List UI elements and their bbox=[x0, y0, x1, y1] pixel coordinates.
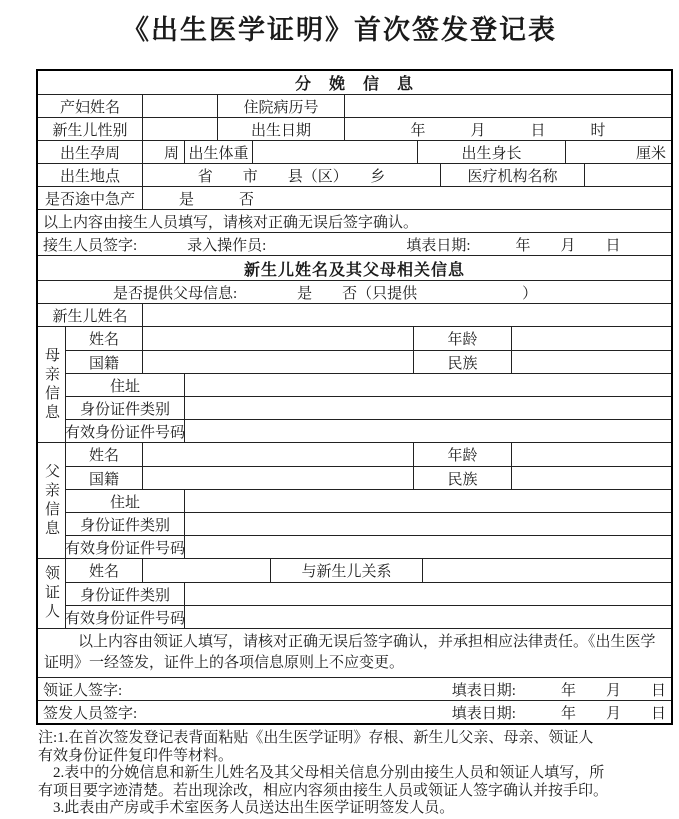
recipient-id-type-row bbox=[65, 582, 671, 605]
emergency-delivery-label: 是否途中急产 bbox=[44, 191, 135, 208]
recipient-statement-row bbox=[38, 628, 671, 677]
mother-vertical-header: 母亲信息 bbox=[43, 346, 59, 423]
mother-id-type-row bbox=[65, 396, 671, 419]
mother-address-row bbox=[65, 373, 671, 396]
birth-weight-value bbox=[252, 141, 417, 163]
page-title: 《出生医学证明》首次签发登记表 bbox=[122, 15, 557, 45]
newborn-sex-value bbox=[142, 118, 217, 140]
hospital-record-value bbox=[344, 95, 671, 117]
footnote-line: 注:1.在首次签发登记表背面粘贴《出生医学证明》存根、新生儿父亲、母亲、领证人 bbox=[38, 730, 594, 746]
recipient-statement: 以上内容由领证人填写，请核对正确无误后签字确认，并承担相应法律责任。《出生医学证明》一经签发，证件上的各项信息原则上不应变更。 bbox=[44, 634, 656, 671]
recipient-name-row bbox=[65, 559, 671, 582]
emergency-delivery-row bbox=[38, 186, 671, 209]
issuer-fill-date-units: 年 月 日 bbox=[560, 705, 666, 722]
recipient-name-value bbox=[142, 559, 270, 582]
father-nationality-value bbox=[142, 467, 413, 489]
mother-id-type-value bbox=[184, 397, 671, 419]
father-ethnicity-label: 民族 bbox=[413, 467, 511, 489]
recipient-relation-value bbox=[422, 559, 671, 582]
father-name-value bbox=[142, 443, 413, 466]
issuer-signature-row bbox=[38, 700, 671, 723]
mother-info-block bbox=[38, 326, 671, 442]
delivery-section-header: 分 娩 信 息 bbox=[294, 76, 414, 93]
mother-ethnicity-value bbox=[511, 351, 671, 373]
registration-form-table bbox=[36, 69, 673, 725]
father-nationality-label: 国籍 bbox=[65, 467, 142, 489]
hospital-record-label: 住院病历号 bbox=[217, 95, 344, 117]
entry-operator-label: 录入操作员: bbox=[187, 237, 267, 254]
fill-date-label: 填表日期: bbox=[406, 237, 471, 254]
institution-label: 医疗机构名称 bbox=[440, 164, 584, 186]
mother-age-label: 年龄 bbox=[413, 327, 511, 350]
maternal-name-label: 产妇姓名 bbox=[59, 99, 120, 116]
father-name-label: 姓名 bbox=[65, 443, 142, 466]
recipient-id-type-value bbox=[184, 583, 671, 605]
mother-id-number-value bbox=[184, 420, 671, 442]
mother-name-label: 姓名 bbox=[65, 327, 142, 350]
recipient-id-number-value bbox=[184, 606, 671, 628]
father-age-label: 年龄 bbox=[413, 443, 511, 466]
father-name-row bbox=[65, 443, 671, 466]
maternal-name-row bbox=[38, 94, 671, 117]
birth-date-label: 出生日期 bbox=[217, 118, 344, 140]
birth-measurements-row bbox=[38, 140, 671, 163]
recipient-info-block bbox=[38, 558, 671, 628]
recipient-fill-date-label: 填表日期: bbox=[451, 682, 516, 699]
father-age-value bbox=[511, 443, 671, 466]
father-info-block bbox=[38, 442, 671, 558]
mother-id-number-label: 有效身份证件号码 bbox=[65, 420, 184, 442]
maternal-name-value bbox=[142, 95, 217, 117]
issuer-signature-line bbox=[38, 701, 671, 723]
mother-address-value bbox=[184, 374, 671, 396]
midwife-signature-label: 接生人员签字: bbox=[43, 237, 138, 254]
recipient-name-label: 姓名 bbox=[65, 559, 142, 582]
father-id-number-row bbox=[65, 535, 671, 558]
newborn-name-label: 新生儿姓名 bbox=[52, 308, 128, 325]
father-address-value bbox=[184, 490, 671, 512]
issuer-signature-label: 签发人员签字: bbox=[43, 705, 138, 722]
father-id-type-value bbox=[184, 513, 671, 535]
recipient-relation-label: 与新生儿关系 bbox=[270, 559, 422, 582]
mother-nationality-label: 国籍 bbox=[65, 351, 142, 373]
recipient-signature-label: 领证人签字: bbox=[43, 682, 123, 699]
mother-id-type-label: 身份证件类别 bbox=[65, 397, 184, 419]
father-address-label: 住址 bbox=[65, 490, 184, 512]
birth-place-label: 出生地点 bbox=[59, 168, 120, 185]
recipient-signature-row bbox=[38, 677, 671, 700]
father-nationality-row bbox=[65, 466, 671, 489]
newborn-sex-row bbox=[38, 117, 671, 140]
birth-place-row bbox=[38, 163, 671, 186]
birth-place-units: 省 市 县（区） 乡 bbox=[142, 164, 440, 186]
midwife-signature-line bbox=[38, 233, 671, 255]
recipient-vertical-header: 领证人 bbox=[43, 565, 59, 622]
newborn-name-row bbox=[38, 303, 671, 326]
midwife-signature-row bbox=[38, 232, 671, 255]
footnote-line: 2.表中的分娩信息和新生儿姓名及其父母相关信息分别由接生人员和领证人填写，所 bbox=[38, 765, 605, 781]
delivery-section-header-row bbox=[38, 71, 671, 94]
mother-name-row bbox=[65, 327, 671, 350]
mother-nationality-row bbox=[65, 350, 671, 373]
father-id-number-label: 有效身份证件号码 bbox=[65, 536, 184, 558]
newborn-sex-label: 新生儿性别 bbox=[52, 122, 128, 139]
father-vertical-header: 父亲信息 bbox=[43, 462, 59, 539]
newborn-name-value bbox=[142, 304, 671, 326]
birth-date-units: 年 月 日 时 bbox=[344, 118, 671, 140]
newborn-info-header: 新生儿姓名及其父母相关信息 bbox=[243, 261, 465, 279]
footnote-line: 有效身份证件复印件等材料。 bbox=[38, 747, 234, 764]
father-id-type-row bbox=[65, 512, 671, 535]
delivery-confirm-note-row bbox=[38, 209, 671, 232]
recipient-id-number-label: 有效身份证件号码 bbox=[65, 606, 184, 628]
mother-ethnicity-label: 民族 bbox=[413, 351, 511, 373]
provide-parents-line: 是否提供父母信息: 是 否（只提供 ） bbox=[113, 285, 538, 302]
footnotes bbox=[38, 730, 678, 818]
father-ethnicity-value bbox=[511, 467, 671, 489]
mother-id-number-row bbox=[65, 419, 671, 442]
fill-date-units: 年 月 日 bbox=[515, 237, 621, 254]
delivery-confirm-note: 以上内容由接生人员填写，请核对正确无误后签字确认。 bbox=[43, 214, 419, 231]
recipient-fill-date bbox=[452, 679, 666, 700]
mother-name-value bbox=[142, 327, 413, 350]
recipient-fill-date-units: 年 月 日 bbox=[560, 682, 666, 699]
emergency-delivery-options: 是 否 bbox=[142, 187, 671, 209]
father-id-type-label: 身份证件类别 bbox=[65, 513, 184, 535]
recipient-signature-line bbox=[38, 678, 671, 700]
father-address-row bbox=[65, 489, 671, 512]
provide-parents-row bbox=[38, 280, 671, 303]
recipient-id-type-label: 身份证件类别 bbox=[65, 583, 184, 605]
footnote-line: 有项目要字迹清楚。若出现涂改，相应内容须由接生人员或领证人签字确认并按手印。 bbox=[38, 782, 609, 799]
footnote-line: 3.此表由产房或手术室医务人员送达出生医学证明签发人员。 bbox=[38, 800, 455, 816]
mother-age-value bbox=[511, 327, 671, 350]
week-unit: 周 bbox=[142, 141, 184, 163]
cm-unit: 厘米 bbox=[565, 141, 671, 163]
father-id-number-value bbox=[184, 536, 671, 558]
institution-value bbox=[584, 164, 671, 186]
issuer-fill-date-label: 填表日期: bbox=[451, 705, 516, 722]
newborn-info-header-row bbox=[38, 255, 671, 280]
mother-nationality-value bbox=[142, 351, 413, 373]
mother-address-label: 住址 bbox=[65, 374, 184, 396]
recipient-id-number-row bbox=[65, 605, 671, 628]
issuer-fill-date bbox=[452, 702, 666, 723]
birth-weight-label: 出生体重 bbox=[184, 141, 252, 163]
gestation-week-label: 出生孕周 bbox=[59, 145, 120, 162]
birth-length-label: 出生身长 bbox=[417, 141, 565, 163]
